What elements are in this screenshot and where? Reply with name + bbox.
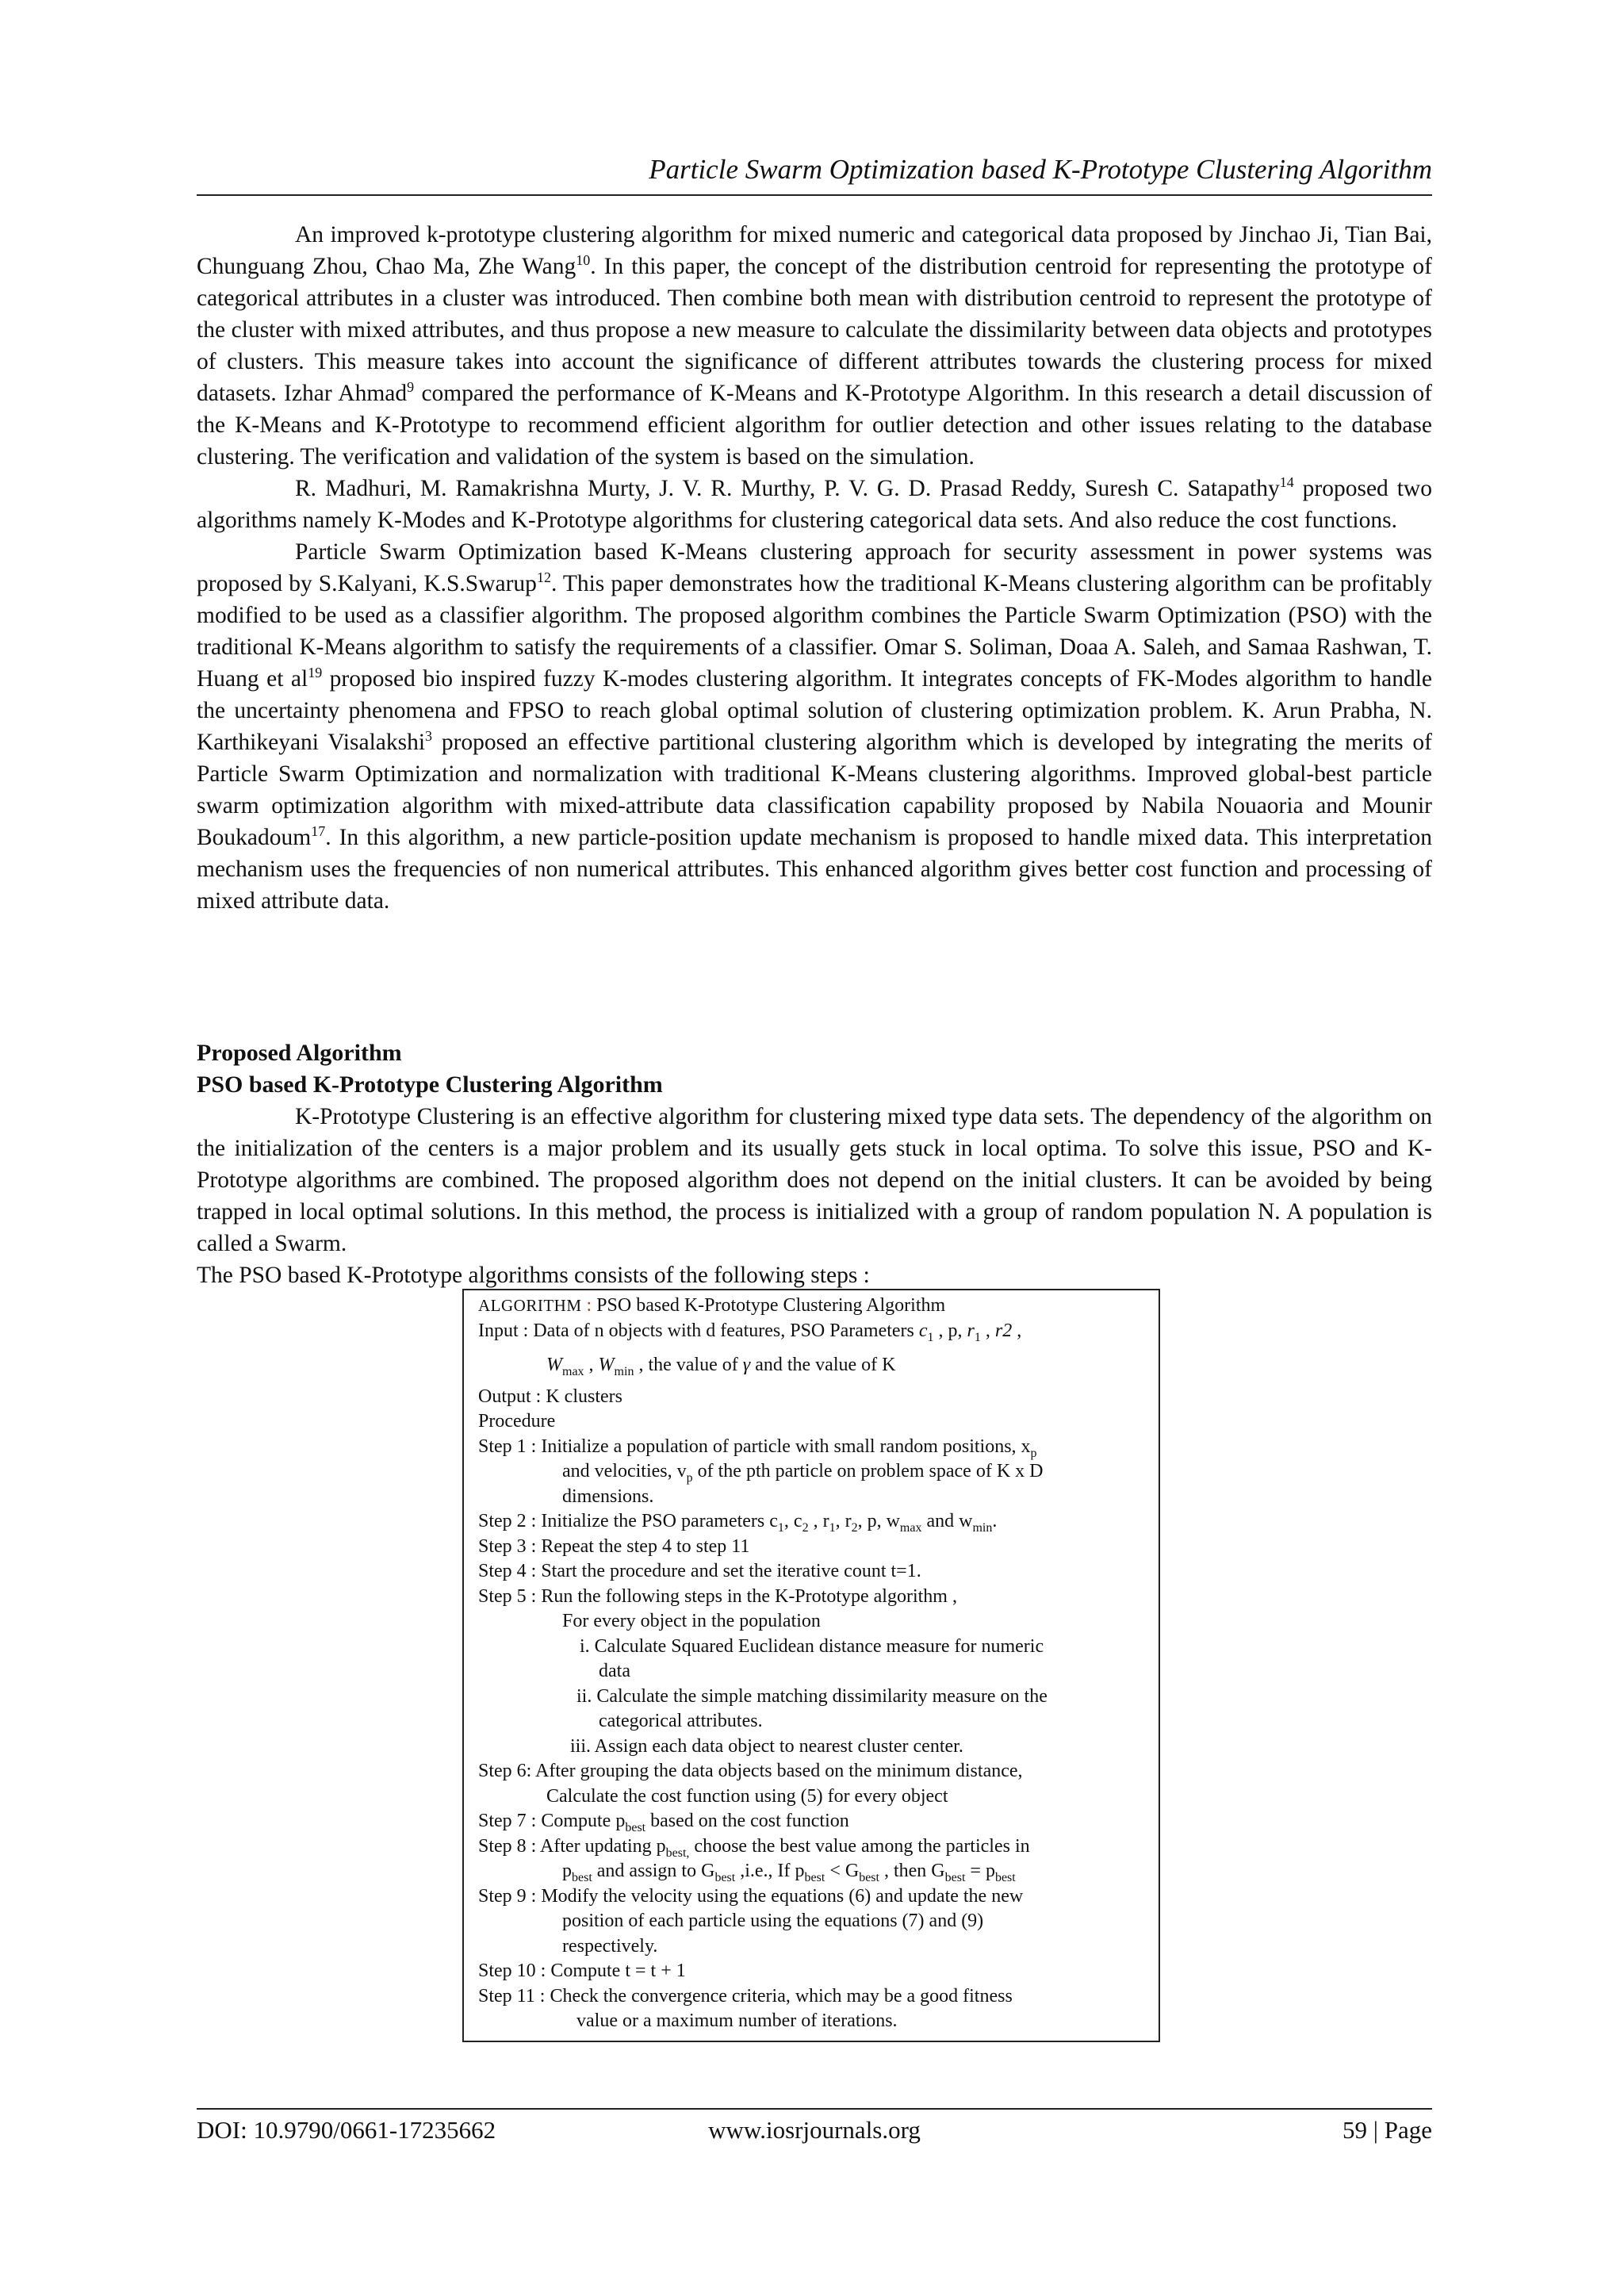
citation-ref: 10 <box>576 252 591 269</box>
algorithm-step-5-iii: iii. Assign each data object to nearest cluster center. <box>570 1735 963 1757</box>
algorithm-step-4: Step 4 : Start the procedure and set the iterative count t=1. <box>478 1561 921 1581</box>
algorithm-step-5-cont: For every object in the population <box>562 1611 821 1631</box>
algorithm-step-6-cont: Calculate the cost function using (5) for every object <box>546 1785 948 1807</box>
algorithm-output: Output : K clusters <box>478 1386 622 1407</box>
paragraph-related-work-3: Particle Swarm Optimization based K-Means clustering approach for security assessment in power systems was proposed by S.Kalyani, K.S.Swarup$^{12}$. This paper demonstrates how the traditional K-Means clustering algorithm can be profitably modified to be used as a classifier algorithm. The proposed algorithm combines the Particle Swarm Optimization (PSO) with the traditional K-Means algorithm to satisfy the requirements of a classifier. Omar S. Soliman, Doaa A. Saleh, and Samaa Rashwan, T. Huang et $al^{19}$ proposed bio inspired fuzzy K-modes clustering algorithm. It integrates concepts of FK-Modes algorithm to handle the uncertainty phenomena and FPSO to reach global optimal solution of clustering optimization problem. K. Arun Prabha, N. Karthikeyani Visalakshi$^3$ proposed an effective partitional clustering algorithm which is developed by integrating the merits of Particle Swarm Optimization and normalization with traditional K-Means clustering algorithms. Improved global-best particle swarm optimization algorithm with mixed-attribute data classification capability proposed by Nabila Nouaoria and Mounir Boukadoum$^{17}$. In this algorithm, a new particle-position update mechanism is proposed to handle mixed data. This interpretation mechanism uses the frequencies of non numerical attributes. This enhanced algorithm gives better cost function and processing of mixed attribute data. <box>197 539 1433 914</box>
citation-ref: 17 <box>311 823 326 840</box>
algorithm-step-5-ii-cont: categorical attributes. <box>599 1711 763 1731</box>
footer-divider <box>197 2108 1432 2110</box>
algorithm-step-6: Step 6: After grouping the data objects based on the minimum distance, <box>478 1761 1023 1781</box>
page-footer <box>197 2113 1432 2148</box>
paragraph-related-work-2: R. Madhuri, M. Ramakrishna Murty, J. V. R. Murthy, P. V. G. D. Prasad Reddy, Suresh C. Satapathy$^{14}$ proposed two algorithms namely K-Modes and K-Prototype algorithms for clustering categorical data sets. And also reduce the cost functions. <box>197 474 1432 533</box>
section-heading-proposed-algorithm: Proposed Algorithm <box>197 1040 402 1066</box>
citation-ref: 19 <box>308 665 323 681</box>
header-divider <box>197 194 1432 196</box>
body-text-top <box>197 219 1432 917</box>
footer-doi: DOI: 10.9790/0661-17235662 <box>197 2116 496 2144</box>
paragraph-proposed: K-Prototype Clustering is an effective algorithm for clustering mixed type data sets. The dependency of the algorithm on the initialization of the centers is a major problem and its usually gets stuck in local optima. To solve this issue, PSO and K-Prototype algorithms are combined. The proposed algorithm does not depend on the initial clusters. It can be avoided by being trapped in local optimal solutions. In this method, the process is initialized with a group of random population N. A population is called a Swarm. <box>197 1104 1432 1256</box>
algorithm-step-11-cont: value or a maximum number of iterations. <box>576 2010 898 2031</box>
body-text-proposed <box>197 1101 1432 1291</box>
algorithm-step-1-cont: dimensions. <box>562 1485 654 1507</box>
algorithm-step-8: Step 8 : After updating $p_{best,}$ choose the best value among the particles in <box>478 1835 1030 1860</box>
footer-website: www.iosrjournals.org <box>708 2116 921 2144</box>
algorithm-step-2: Step 2 : Initialize the PSO parameters $c_1$, $c_2$ , $r_1$, $r_2$, p, $w_{max}$ and $w_{min}$. <box>478 1511 998 1535</box>
algorithm-step-3: Step 3 : Repeat the step 4 to step 11 <box>478 1535 750 1557</box>
citation-ref: 3 <box>425 728 433 745</box>
algorithm-box <box>462 1289 1160 2042</box>
algorithm-step-9-cont: respectively. <box>562 1935 658 1957</box>
algorithm-step-11: Step 11 : Check the convergence criteria, which may be a good fitness <box>478 1985 1013 2007</box>
subsection-heading-pso-k-prototype: PSO based K-Prototype Clustering Algorithm <box>197 1071 663 1098</box>
algorithm-step-9: Step 9 : Modify the velocity using the equations (6) and update the new <box>478 1885 1024 1907</box>
algorithm-step-5: Step 5 : Run the following steps in the K-Prototype algorithm , <box>478 1585 957 1607</box>
running-header: Particle Swarm Optimization based K-Prototype Clustering Algorithm <box>649 154 1432 185</box>
citation-ref: 14 <box>1279 474 1294 491</box>
paragraph-related-work-1: An improved k-prototype clustering algorithm for mixed numeric and categorical data proposed by Jinchao Ji, Tian Bai, Chunguang Zhou, Chao Ma, Zhe Wang$^{10}$. In this paper, the concept of the distribution centroid for representing the prototype of categorical attributes in a cluster was introduced. Then combine both mean with distribution centroid to represent the prototype of the cluster with mixed attributes, and thus propose a new measure to calculate the dissimilarity between data objects and prototypes of clusters. This measure takes into account the significance of different attributes towards the clustering process for mixed datasets. Izhar Ahmad$^9$ compared the performance of K-Means and K-Prototype Algorithm. In this research a detail discussion of the K-Means and K-Prototype to recommend efficient algorithm for outlier detection and other issues relating to the database clustering. The verification and validation of the system is based on the simulation. <box>197 222 1432 470</box>
algorithm-step-1-cont: and velocities, $v_p$ of the pth particle on problem space of K x D <box>562 1461 1044 1485</box>
paragraph-steps-intro: The PSO based K-Prototype algorithms consists of the following steps : <box>197 1263 870 1288</box>
citation-ref: 9 <box>407 379 415 396</box>
algorithm-input-weights: $W_{max}$ , $W_{min}$ , the value of γ and the value of K <box>546 1355 896 1378</box>
algorithm-step-8-cont: $p_{best}$ and assign to $G_{best}$ ,i.e., If $p_{best} < G_{best}$ , then $G_{best} = p_{best}$ <box>562 1861 1016 1884</box>
algorithm-step-10: Step 10 : Compute t = t + 1 <box>478 1961 686 1981</box>
algorithm-step-5-i: i. Calculate Squared Euclidean distance measure for numeric <box>580 1635 1044 1657</box>
algorithm-input: Input : Data of n objects with d features, PSO Parameters $c_1$ , p, $r_1$ , r2 , <box>478 1320 1022 1344</box>
algorithm-title: ALGORITHM : PSO based K-Prototype Clustering Algorithm <box>478 1295 946 1316</box>
algorithm-procedure-label: Procedure <box>478 1411 556 1432</box>
citation-ref: 12 <box>536 569 551 586</box>
algorithm-step-9-cont: position of each particle using the equations (7) and (9) <box>562 1911 984 1931</box>
algorithm-step-5-ii: ii. Calculate the simple matching dissimilarity measure on the <box>576 1685 1048 1707</box>
footer-page-number: 59 | Page <box>1342 2116 1432 2144</box>
algorithm-step-7: Step 7 : Compute $p_{best}$ based on the cost function <box>478 1811 849 1834</box>
algorithm-step-5-i-cont: data <box>599 1661 630 1681</box>
algorithm-step-1: Step 1 : Initialize a population of particle with small random positions, $x_p$ <box>478 1435 1037 1460</box>
